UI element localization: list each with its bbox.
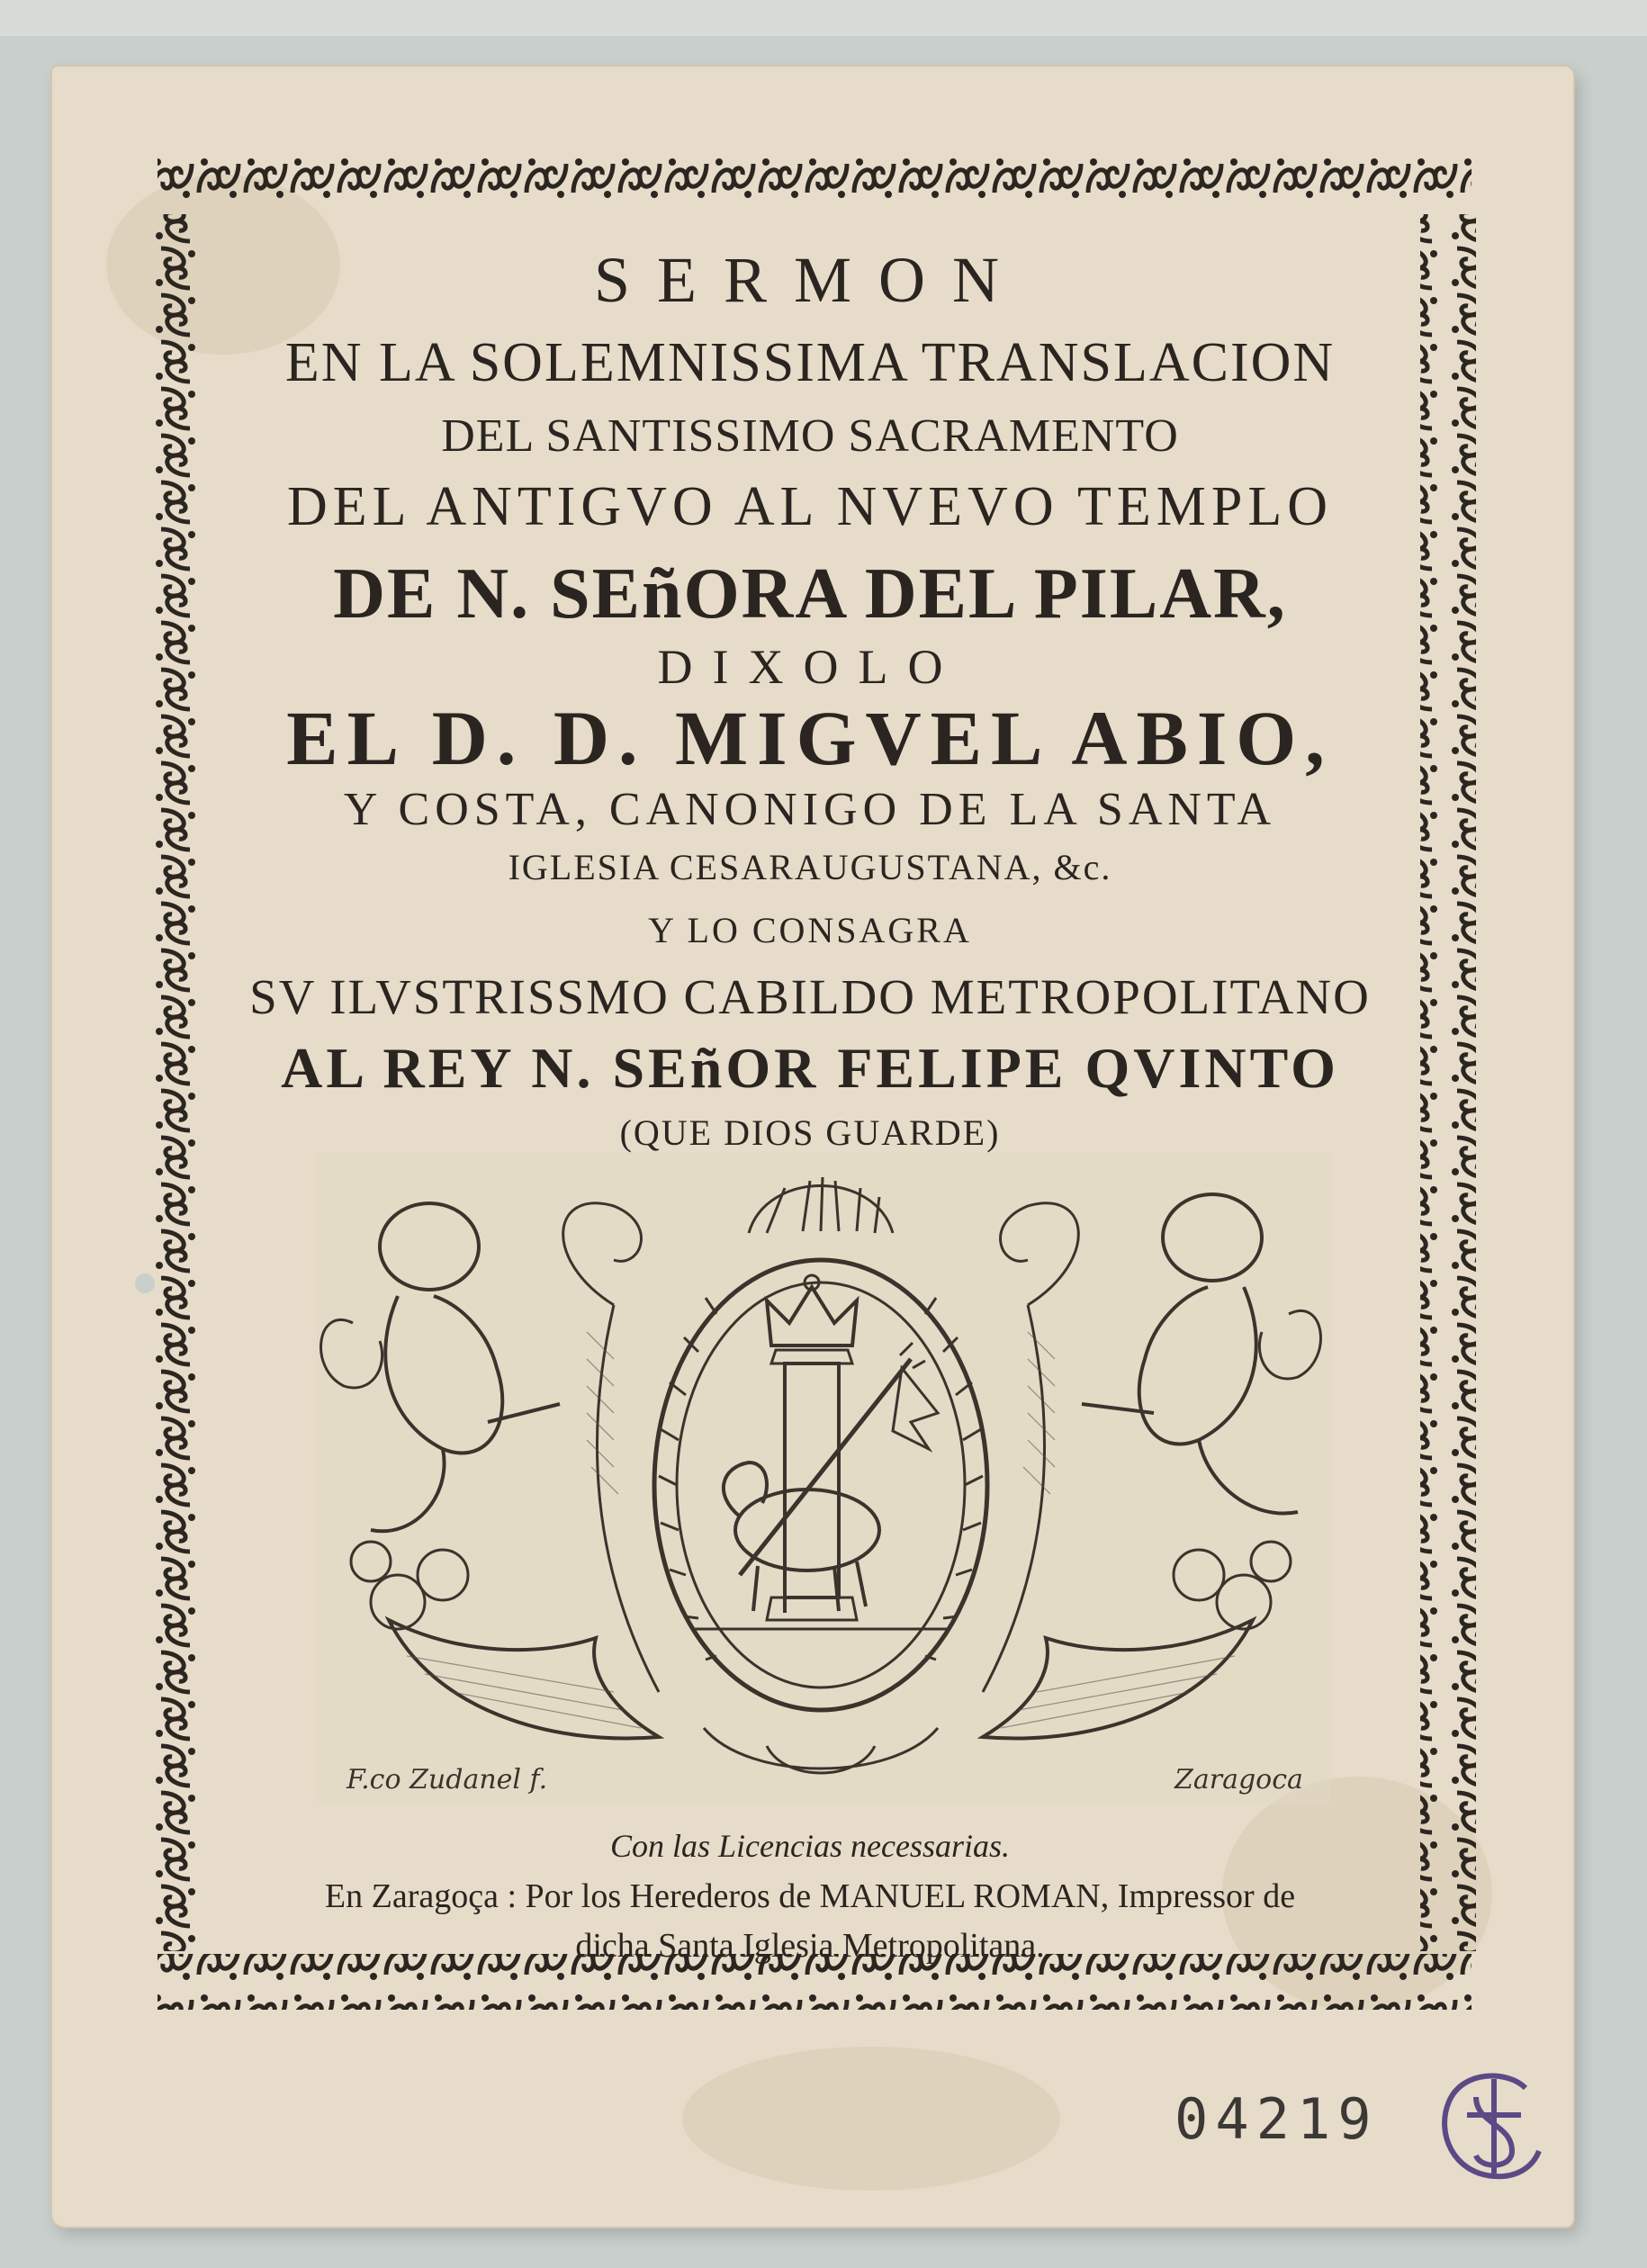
paper-stain <box>682 2047 1060 2191</box>
imprint-printer: En Zaragoça : Por los Herederos de MANUEL ROMAN, Impressor de <box>324 1877 1296 1915</box>
author-name: EL D. D. MIGVEL ABIO, <box>286 695 1334 781</box>
title-line-pilar: DE N. SEñORA DEL PILAR, <box>333 554 1287 634</box>
title-line-dixolo: DIXOLO <box>657 640 963 694</box>
dedication-blessing: (QUE DIOS GUARDE) <box>619 1112 1001 1153</box>
title-line-templo: DEL ANTIGVO AL NVEVO TEMPLO <box>287 476 1333 537</box>
title-sermon: SERMON <box>593 244 1027 316</box>
imprint-church: dicha Santa Iglesia Metropolitana. <box>575 1927 1045 1965</box>
engraving-place: Zaragoca <box>1174 1764 1303 1796</box>
catalog-number: 04219 <box>1174 2086 1379 2152</box>
title-line-sacramento: DEL SANTISSIMO SACRAMENTO <box>441 410 1179 462</box>
dedication-line: Y LO CONSAGRA <box>648 910 972 950</box>
author-title: Y COSTA, CANONIGO DE LA SANTA <box>343 784 1277 835</box>
engraving-illustration <box>317 1152 1329 1804</box>
imprint-licencias: Con las Licencias necessarias. <box>610 1828 1010 1864</box>
engraver-signature: F.co Zudanel f. <box>346 1764 548 1796</box>
dedication-king: AL REY N. SEñOR FELIPE QVINTO <box>281 1036 1339 1100</box>
title-line-translacion: EN LA SOLEMNISSIMA TRANSLACION <box>284 332 1336 393</box>
dedication-cabildo: SV ILVSTRISSMO CABILDO METROPOLITANO <box>249 969 1371 1024</box>
author-church: IGLESIA CESARAUGUSTANA, &c. <box>508 847 1112 887</box>
scan-background <box>0 0 1647 36</box>
library-stamp-icon <box>1426 2061 1562 2192</box>
